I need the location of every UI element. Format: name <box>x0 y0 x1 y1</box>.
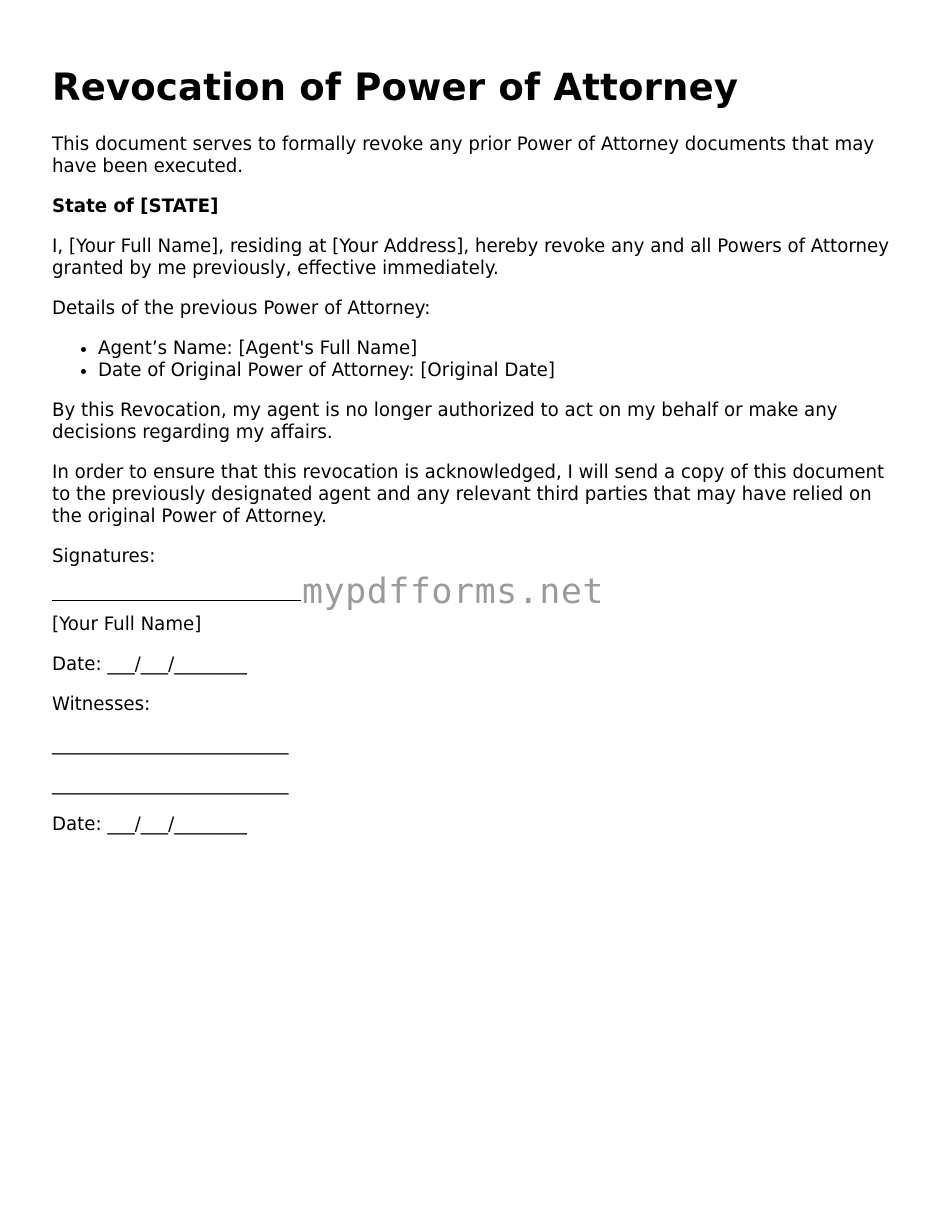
witness-signature-line-1[interactable]: __________________________ <box>52 734 289 755</box>
intro-paragraph: This document serves to formally revoke any prior Power of Attorney documents that may have been executed. <box>52 134 875 177</box>
document-page <box>52 62 902 854</box>
authority-statement: By this Revocation, my agent is no longer authorized to act on my behalf or make any decisions regarding my affairs. <box>52 400 838 443</box>
watermark: mypdfforms.net <box>302 572 605 612</box>
details-label: Details of the previous Power of Attorney: <box>52 298 431 319</box>
signer-name: [Your Full Name] <box>52 614 202 635</box>
revocation-statement: I, [Your Full Name], residing at [Your Address], hereby revoke any and all Powers of Attorney granted by me previously, effective immediately. <box>52 236 889 279</box>
document-title: Revocation of Power of Attorney <box>52 66 739 109</box>
signature-line-row <box>52 572 902 612</box>
witness-date-field[interactable]: Date: ___/___/________ <box>52 814 247 835</box>
detail-item-original-date: • Date of Original Power of Attorney: [Original Date] <box>98 360 902 382</box>
witness-signature-line-2[interactable]: __________________________ <box>52 774 289 795</box>
details-list <box>52 338 902 382</box>
signer-date-field[interactable]: Date: ___/___/________ <box>52 654 247 675</box>
signature-line[interactable] <box>52 600 301 601</box>
state-heading: State of [STATE] <box>52 196 219 217</box>
detail-item-agent-name: • Agent’s Name: [Agent's Full Name] <box>98 338 902 360</box>
notice-statement: In order to ensure that this revocation is acknowledged, I will send a copy of this document to the previously designated agent and any relevant third parties that may have relied on the original Power of Attorney. <box>52 462 885 527</box>
witnesses-label: Witnesses: <box>52 694 151 715</box>
signatures-label: Signatures: <box>52 546 156 567</box>
